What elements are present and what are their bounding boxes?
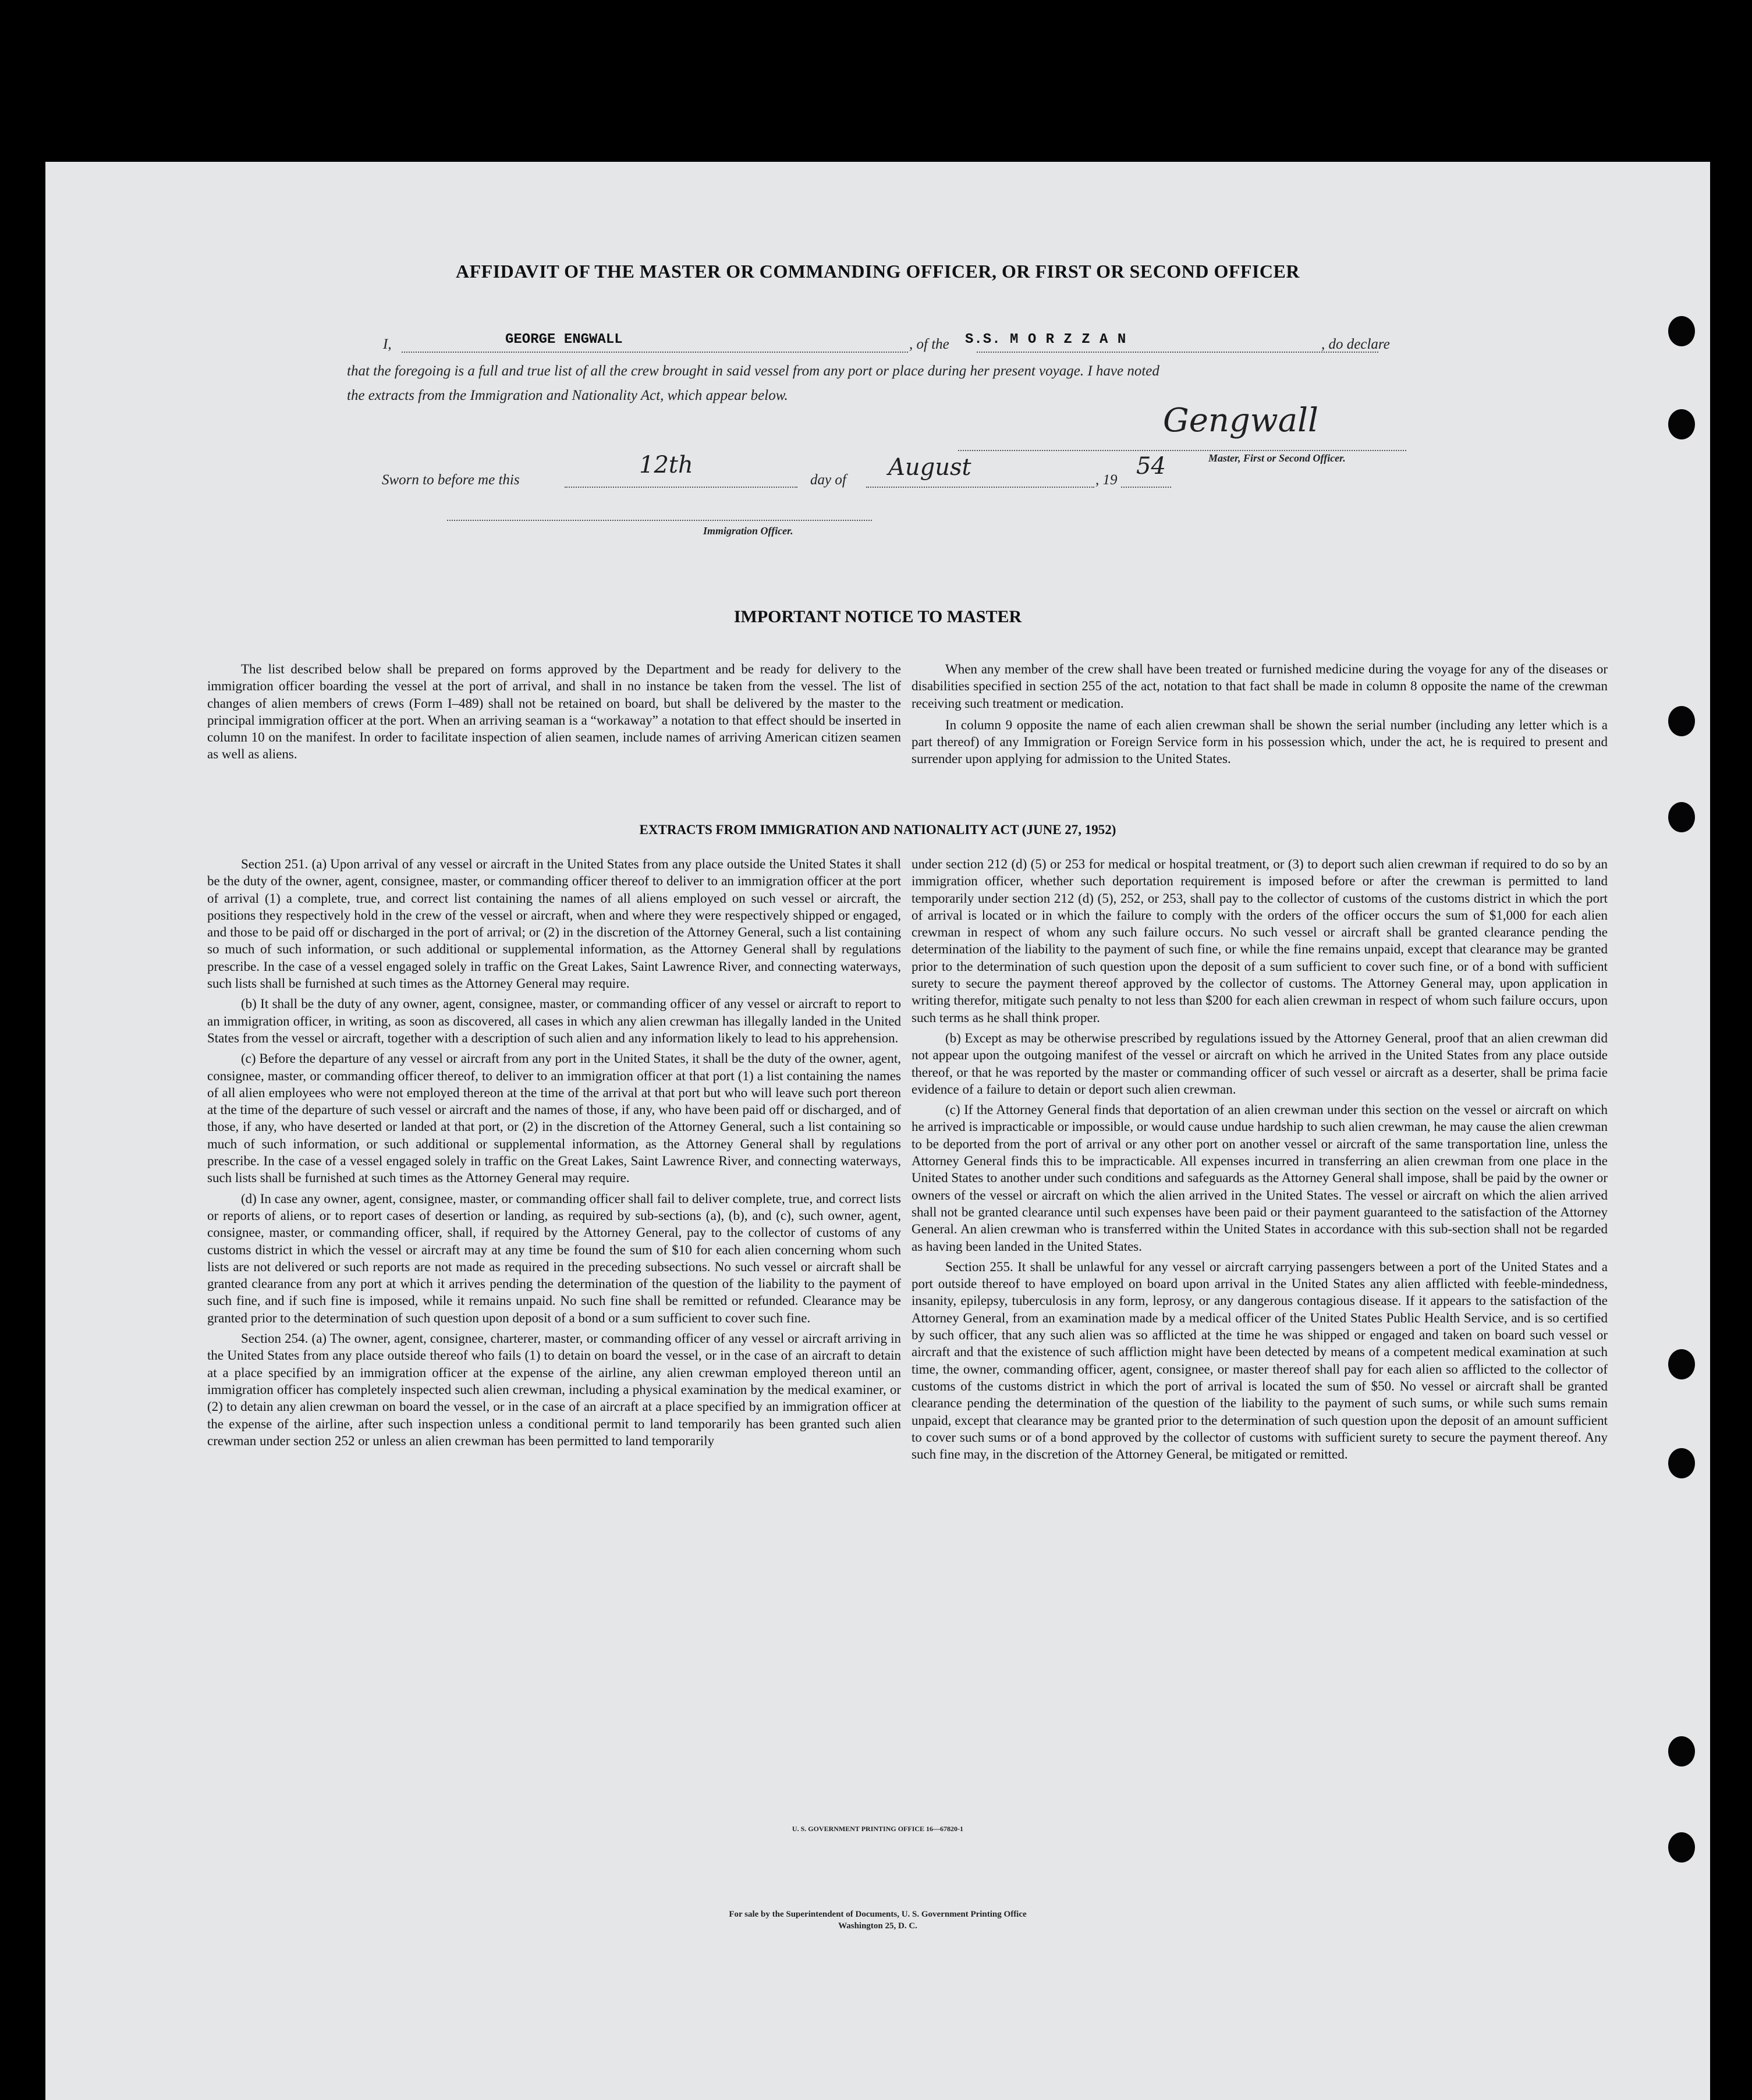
declaration-line-1: that the foregoing is a full and true list of all the crew brought in said vessel from any port or place during her present voyage. I have noted bbox=[347, 363, 1159, 379]
year-line bbox=[1121, 487, 1171, 488]
sworn-year: 54 bbox=[1136, 453, 1166, 480]
sworn-month: August bbox=[888, 454, 971, 481]
master-signature: Gengwall bbox=[1163, 402, 1318, 439]
section-251-d: (d) In case any owner, agent, consignee, master, or commanding officer shall fail to deliver complete, true, and correct lists or reports of aliens, or to report cases of desertion or landing, as required by sub-sections (a), (b), and (c), such owner, agent, consignee, master, or commanding officer, shall, if required by the Attorney General, pay to the collector of customs of any customs district in which the vessel or aircraft may at any time be found the sum of $10 for each alien concerning whom such lists are not delivered or such reports are not made as required in the preceding subsections. No such vessel or aircraft shall be granted clearance from any port at which it arrives pending the determination of the question of the liability to the payment of such fine, and if such fine is imposed, while it remains unpaid. No such fine shall be remitted or refunded. Clearance may be granted prior to the determination of such question upon deposit of a bond or a sum sufficient to cover such fine. bbox=[207, 1191, 901, 1325]
section-251-b: (b) It shall be the duty of any owner, agent, consignee, master, or commanding officer of any vessel or aircraft to report to an immigration officer, in writing, as soon as discovered, all cases in which any alien crewman has illegally landed in the United States from the vessel or aircraft, together with a description of such alien and any information likely to lead to his apprehension. bbox=[207, 996, 901, 1045]
form-page bbox=[45, 162, 1710, 2100]
officer-line bbox=[447, 520, 872, 521]
punch-hole bbox=[1668, 1349, 1695, 1379]
section-254-a-continued: under section 212 (d) (5) or 253 for medical or hospital treatment, or (3) to deport such alien crewman if required to do so by an immigration officer, whether such deportation requirement is imposed before or after the crewman is permitted to land temporarily under section 212 (d) (5), 252, or 253, shall pay to the collector of customs of the customs district in which the port of arrival is located or in which the failure to comply with the orders of the officer occurs the sum of $1,000 for each alien crewman in respect of whom any such failure occurs. No such vessel or aircraft shall be granted clearance pending the determination of the liability to the payment of such fine, or while the fine remains unpaid, except that clearance may be granted prior to the determination of such question upon the deposit of a sum sufficient to cover such fine, or of a bond with sufficient surety to secure the payment thereof approved by the collector of customs. The Attorney General may, upon application in writing therefor, mitigate such penalty to not less than $200 for each alien crewman in respect of whom such failure occurs, upon such terms as he shall think proper. bbox=[912, 857, 1608, 1025]
section-254-a: Section 254. (a) The owner, agent, consignee, charterer, master, or commanding officer of any vessel or aircraft arriving in the United States from any place outside thereof who fails (1) to detain on board the vessel, or in the case of an aircraft to detain at a place specified by an immigration officer at the expense of the airline, any alien crewman employed thereon until an immigration officer has completely inspected such alien crewman, including a physical examination by the medical examiner, or (2) to detain any alien crewman on board the vessel, or in the case of an aircraft at a place specified by an immigration officer at the expense of the airline, after such inspection unless a conditional permit to land temporarily has been granted such alien crewman under section 252 or unless an alien crewman has been permitted to land temporarily bbox=[207, 1331, 901, 1448]
sale-notice-line-2: Washington 25, D. C. bbox=[838, 1921, 917, 1931]
printing-office-imprint: U. S. GOVERNMENT PRINTING OFFICE 16—67820-1 bbox=[792, 1825, 964, 1833]
of-the-label: , of the bbox=[909, 336, 949, 352]
section-255: Section 255. It shall be unlawful for any vessel or aircraft carrying passengers between a port of the United States and a port outside thereof to have employed on board upon arrival in the United States any alien afflicted with feeble-mindedness, insanity, epilepsy, tuberculosis in any form, leprosy, or any dangerous contagious disease. If it appears to the satisfaction of the Attorney General, from an examination made by a medical officer of the United States Public Health Service, and is so certified by such officer, that any such alien was so afflicted at the time he was shipped or engaged and taken on board such vessel or aircraft and that the existence of such affliction might have been detected by means of a competent medical examination at such time, the owner, commanding officer, agent, consignee, or master thereof shall pay for each alien so afflicted to the collector of customs of the customs district in which the port of arrival is located the sum of $50. No vessel or aircraft shall be granted clearance pending the determination of the question of the liability to the payment of such sums, or while such sums remain unpaid, except that clearance may be granted prior to the determination of such question upon the deposit of an amount sufficient to cover such sums or of a bond approved by the collector of customs with sufficient surety to secure the payment thereof. Any such fine may, in the discretion of the Attorney General, be mitigated or remitted. bbox=[912, 1259, 1608, 1462]
punch-hole bbox=[1668, 706, 1695, 736]
extracts-heading: EXTRACTS FROM IMMIGRATION AND NATIONALITY ACT (JUNE 27, 1952) bbox=[639, 822, 1116, 837]
signature-caption: Master, First or Second Officer. bbox=[1208, 452, 1346, 464]
sale-notice-line-1: For sale by the Superintendent of Documents, U. S. Government Printing Office bbox=[729, 1910, 1027, 1919]
punch-hole bbox=[1668, 802, 1695, 832]
month-line bbox=[866, 487, 1094, 488]
punch-hole bbox=[1668, 1736, 1695, 1766]
notice-heading: IMPORTANT NOTICE TO MASTER bbox=[733, 607, 1022, 626]
vessel-name: S.S. M O R Z Z A N bbox=[965, 332, 1127, 347]
master-name: GEORGE ENGWALL bbox=[505, 332, 623, 347]
punch-hole bbox=[1668, 316, 1695, 346]
prefix-i: I, bbox=[383, 336, 392, 352]
punch-hole bbox=[1668, 1832, 1695, 1863]
section-254-c: (c) If the Attorney General finds that deportation of an alien crewman under this section on the vessel or aircraft on which he arrived is impracticable or impossible, or would cause undue hardship to such alien crewman, he may cause the alien crewman to be deported from the port of arrival or any other port on another vessel or aircraft of the same transportation line, unless the Attorney General finds this to be impracticable. All expenses incurred in transferring an alien crewman from one place in the United States to another under such conditions and safeguards as the Attorney General shall impose, shall be paid by the owner or owners of the vessel or aircraft on which the alien arrived in the United States. The vessel or aircraft on which the alien arrived shall not be granted clearance until such expenses have been paid or their payment guaranteed to the satisfaction of the Attorney General. An alien crewman who is transferred within the United States in accordance with this sub-section shall not be regarded as having been landed in the United States. bbox=[912, 1102, 1608, 1254]
extracts-right-column bbox=[912, 856, 1608, 1463]
vessel-line bbox=[977, 352, 1378, 353]
notice-right-paragraph-1: When any member of the crew shall have been treated or furnished medicine during the voyage for any of the diseases or disabilities specified in section 255 of the act, notation to that fact shall be made in column 8 opposite the name of the crewman receiving such treatment or medication. bbox=[912, 662, 1608, 711]
do-declare-label: , do declare bbox=[1321, 336, 1390, 352]
day-of-label: day of bbox=[810, 472, 846, 488]
affidavit-title: AFFIDAVIT OF THE MASTER OR COMMANDING OFFICER, OR FIRST OR SECOND OFFICER bbox=[456, 261, 1300, 282]
year-prefix: , 19 bbox=[1095, 472, 1118, 488]
notice-right-paragraph-2: In column 9 opposite the name of each alien crewman shall be shown the serial number (including any letter which is a part thereof) of any Immigration or Foreign Service form in his possession which, under the act, he is required to present and surrender upon applying for admission to the United States. bbox=[912, 717, 1608, 767]
notice-right-column bbox=[912, 661, 1608, 768]
section-251-c: (c) Before the departure of any vessel or aircraft from any port in the United States, it shall be the duty of the owner, agent, consignee, master, or commanding officer thereof, to deliver to an immigration officer at that port (1) a list containing the names of all alien employees who were not employed thereon at the time of the arrival at that port but who will leave such port thereon at the time of the departure of such vessel or aircraft and the names of those, if any, who have been paid off or discharged, and of those, if any, who have deserted or landed at that port, or (2) in the discretion of the Attorney General, such a list containing so much of such information, or such additional or supplemental information, as the Attorney General shall by regulations prescribe. In the case of a vessel engaged solely in traffic on the Great Lakes, Saint Lawrence River, and connecting waterways, such lists shall be furnished at such times as the Attorney General may require. bbox=[207, 1051, 901, 1186]
name-line bbox=[402, 352, 908, 353]
declaration-line-2: the extracts from the Immigration and Nationality Act, which appear below. bbox=[347, 388, 788, 403]
officer-caption: Immigration Officer. bbox=[703, 525, 793, 537]
section-251-a: Section 251. (a) Upon arrival of any vessel or aircraft in the United States from any place outside the United States it shall be the duty of the owner, agent, consignee, master, or commanding officer thereof to deliver to an immigration officer at the port of arrival (1) a complete, true, and correct list containing the names of all aliens employed on such vessel or aircraft, the positions they respectively hold in the crew of the vessel or aircraft, when and where they were respectively shipped or engaged, and those to be paid off or discharged in the port of arrival; or (2) in the discretion of the Attorney General, such a list containing so much of such information, or such additional or supplemental information, as the Attorney General shall by regulations prescribe. In the case of a vessel engaged solely in traffic on the Great Lakes, Saint Lawrence River, and connecting waterways, such lists shall be furnished at such times as the Attorney General may require. bbox=[207, 857, 901, 991]
signature-line bbox=[958, 450, 1406, 451]
notice-left-column bbox=[207, 661, 901, 763]
notice-left-paragraph: The list described below shall be prepared on forms approved by the Department and be ready for delivery to the immigration officer boarding the vessel at the port of arrival, and shall in no instance be taken from the vessel. The list of changes of alien members of crews (Form I–489) shall not be retained on board, but shall be delivered by the master to the principal immigration officer at the port. When an arriving seaman is a “workaway” a notation to that effect should be inserted in column 10 on the manifest. In order to facilitate inspection of alien seamen, include names of arriving American citizen seamen as well as aliens. bbox=[207, 662, 901, 762]
punch-hole bbox=[1668, 409, 1695, 439]
punch-hole bbox=[1668, 1448, 1695, 1478]
sworn-day: 12th bbox=[639, 452, 693, 478]
extracts-left-column bbox=[207, 856, 901, 1449]
section-254-b: (b) Except as may be otherwise prescribed by regulations issued by the Attorney General, proof that an alien crewman did not appear upon the outgoing manifest of the vessel or aircraft on which he arrived in the United States from any place outside thereof, or that he was reported by the master or commanding officer of such vessel or aircraft as a deserter, shall be prima facie evidence of a failure to detain or deport such alien crewman. bbox=[912, 1030, 1608, 1097]
day-line bbox=[565, 487, 797, 488]
sworn-label: Sworn to before me this bbox=[382, 472, 520, 488]
